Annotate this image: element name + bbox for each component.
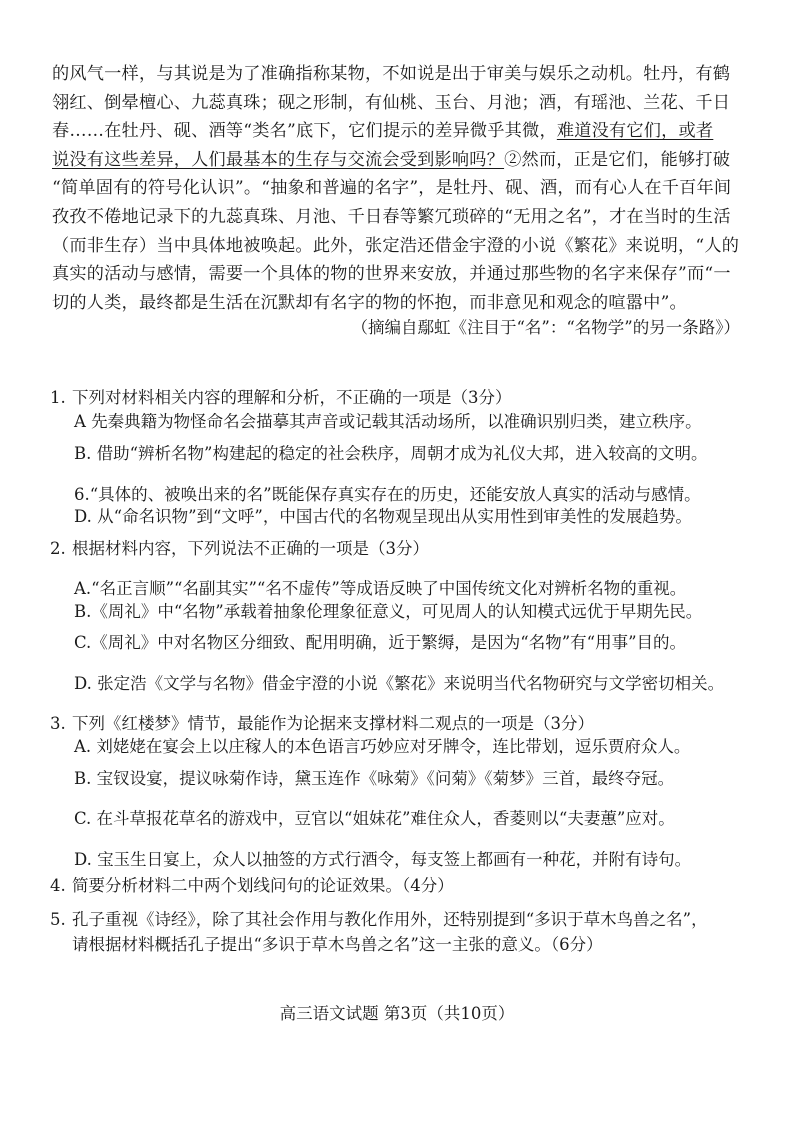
question-1-stem — [50, 387, 750, 409]
passage-line: 切的人类，最终都是生活在沉默却有名字的物的怀抱，而非意见和观念的喧嚣中”。 — [52, 292, 687, 313]
question-number: 3. — [50, 714, 66, 733]
question-number: 5. — [50, 910, 66, 929]
passage-line — [52, 146, 744, 175]
question-1-option-c: 6.“具体的、被唤出来的名”既能保存真实存在的历史，还能安放人真实的活动与感情。 — [74, 485, 701, 504]
question-3-option-a: A. 刘姥姥在宴会上以庄稼人的本色语言巧妙应对牙牌令，连比带划，逗乐贾府众人。 — [74, 737, 691, 756]
question-2-stem — [50, 538, 750, 560]
question-1-option-d: D. 从“命名识物”到“文呼”，中国古代的名物观呈现出从实用性到审美性的发展趋势。 — [74, 507, 692, 526]
passage-line: 翎红、倒晕檀心、九蕊真珠；砚之形制，有仙桃、玉台、月池；酒，有瑶池、兰花、千日 — [52, 92, 731, 113]
question-number: 1. — [50, 388, 66, 407]
question-text: 简要分析材料二中两个划线问句的论证效果。（4分） — [72, 876, 454, 895]
question-number: 4. — [50, 876, 66, 895]
question-5-stem — [50, 909, 750, 931]
page-footer: 高三语文试题 第3页（共10页） — [279, 1004, 515, 1023]
passage-line: “简单固有的符号化认识”。“抽象和普遍的名字”，是牡丹、砚、酒，而有心人在千百年间 — [52, 178, 732, 199]
question-4-stem — [50, 875, 750, 897]
passage-source: （摘编自鄢虹《注目于“名”：“名物学”的另一条路》） — [351, 318, 740, 337]
question-3-option-b: B. 宝钗设宴，提议咏菊作诗，黛玉连作《咏菊》《问菊》《菊梦》三首，最终夺冠。 — [74, 769, 675, 788]
question-2-option-d: D. 张定浩《文学与名物》借金宇澄的小说《繁花》来说明当代名物研究与文学密切相关。 — [74, 674, 725, 693]
question-text: 下列《红楼梦》情节，最能作为论据来支撑材料二观点的一项是（3分） — [72, 714, 594, 733]
question-number: 2. — [50, 539, 66, 558]
passage-line: 真实的活动与感情，需要一个具体的物的世界来安放，并通过那些物的名字来保存”而“一 — [52, 264, 731, 285]
question-5-stem-cont: 请根据材料概括孔子提出“多识于草木鸟兽之名”这一主张的意义。（6分） — [72, 935, 603, 954]
reading-passage — [52, 60, 744, 317]
underlined-question-1-cont: 说没有这些差异，人们最基本的生存与交流会受到影响吗？ — [52, 149, 505, 170]
question-3-option-d: D. 宝玉生日宴上，众人以抽签的方式行酒令，每支签上都画有一种花，并附有诗句。 — [74, 850, 692, 869]
question-text: 下列对材料相关内容的理解和分析，不正确的一项是（3分） — [72, 388, 512, 407]
passage-line: （而非生存）当中具体地被唤起。此外，张定浩还借金宇澄的小说《繁花》来说明，“人的 — [52, 235, 740, 256]
question-2-option-c: C.《周礼》中对名物区分细致、配用明确，近于繁缛，是因为“名物”有“用事”目的。 — [74, 633, 687, 652]
passage-line: 的风气一样，与其说是为了准确指称某物，不如说是出于审美与娱乐之动机。牡丹，有鹤 — [52, 64, 731, 84]
underlined-question-1: 难道没有它们，或者 — [556, 121, 714, 142]
question-3-option-c: C. 在斗草报花草名的游戏中，豆官以“姐妹花”难住众人，香菱则以“夫妻蕙”应对。 — [74, 809, 675, 828]
question-3-stem — [50, 713, 750, 735]
passage-line — [52, 117, 744, 146]
question-text: 孔子重视《诗经》，除了其社会作用与教化作用外，还特别提到“多识于草木鸟兽之名”， — [72, 910, 708, 929]
passage-text: 春……在牡丹、砚、酒等“类名”底下，它们提示的差异微乎其微， — [52, 121, 557, 142]
passage-line: 孜孜不倦地记录下的九蕊真珠、月池、千日春等繁冗琐碎的“无用之名”，才在当时的生活 — [52, 206, 731, 227]
question-2-option-a: A.“名正言顺”“名副其实”“名不虚传”等成语反映了中国传统文化对辨析名物的重视。 — [74, 579, 687, 598]
question-text: 根据材料内容，下列说法不正确的一项是（3分） — [72, 539, 429, 558]
passage-text: ②然而，正是它们，能够打破 — [504, 149, 731, 170]
question-2-option-b: B.《周礼》中“名物”承载着抽象伦理象征意义，可见周人的认知模式远优于早期先民。 — [74, 602, 703, 621]
question-1-option-b: B. 借助“辨析名物”构建起的稳定的社会秩序，周朝才成为礼仪大邦，进入较高的文明。 — [74, 444, 708, 463]
question-1-option-a: A 先秦典籍为物怪命名会描摹其声音或记载其活动场所，以准确识别归类，建立秩序。 — [74, 412, 702, 431]
